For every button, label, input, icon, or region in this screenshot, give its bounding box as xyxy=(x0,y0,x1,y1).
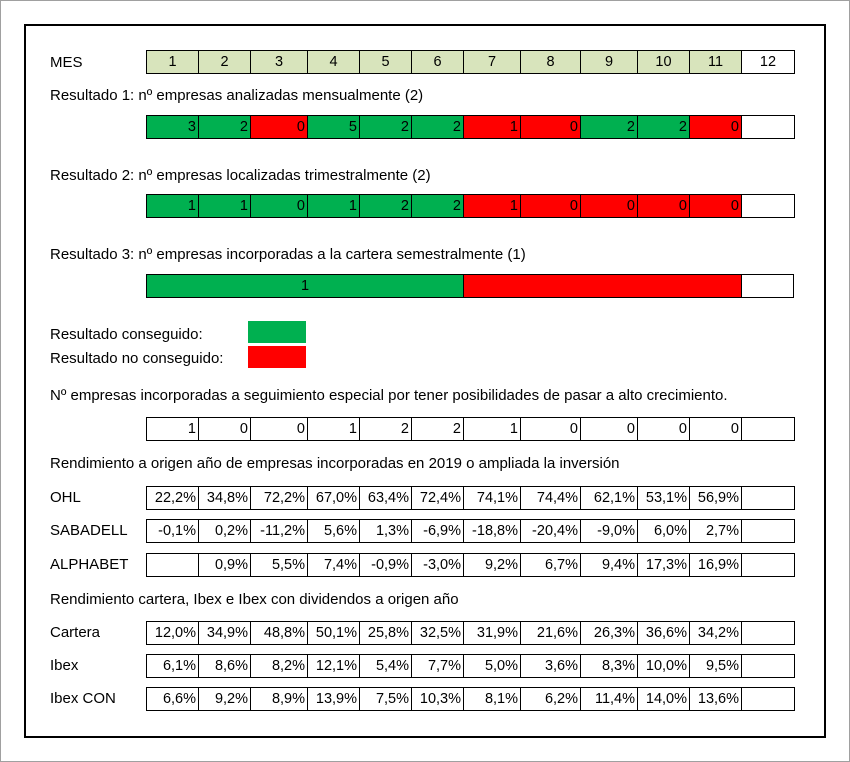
r2-cell: 0 xyxy=(250,194,308,218)
r2-cell: 0 xyxy=(580,194,638,218)
returns-cell: -18,8% xyxy=(463,519,521,543)
special-cell: 2 xyxy=(411,417,464,441)
returns-cell: -0,1% xyxy=(146,519,199,543)
month-header-cell: 6 xyxy=(411,50,464,74)
returns-cell: 67,0% xyxy=(307,486,360,510)
r2-cell: 0 xyxy=(637,194,690,218)
month-header-cell: 10 xyxy=(637,50,690,74)
r3-title: Resultado 3: nº empresas incorporadas a la cartera semestralmente (1) xyxy=(50,246,526,263)
portfolio-cell: 8,3% xyxy=(580,654,638,678)
portfolio-cell: 26,3% xyxy=(580,621,638,645)
portfolio-cell: 7,5% xyxy=(359,687,412,711)
returns-cell: 9,4% xyxy=(580,553,638,577)
r2-cell: 2 xyxy=(411,194,464,218)
portfolio-cell: 21,6% xyxy=(520,621,581,645)
portfolio-cell xyxy=(741,654,795,678)
returns-cell xyxy=(741,519,795,543)
r3-second-half-cell xyxy=(463,274,742,298)
returns-cell: 7,4% xyxy=(307,553,360,577)
special-cell: 0 xyxy=(250,417,308,441)
month-header-cell: 1 xyxy=(146,50,199,74)
r2-cell xyxy=(741,194,795,218)
portfolio-cell: 8,6% xyxy=(198,654,251,678)
r2-title: Resultado 2: nº empresas localizadas trimestralmente (2) xyxy=(50,167,431,184)
portfolio-cell: 8,9% xyxy=(250,687,308,711)
returns-cell: -0,9% xyxy=(359,553,412,577)
month-header-cell: 3 xyxy=(250,50,308,74)
returns-cell: 17,3% xyxy=(637,553,690,577)
returns-cell: 5,5% xyxy=(250,553,308,577)
portfolio-cell: 25,8% xyxy=(359,621,412,645)
r1-title: Resultado 1: nº empresas analizadas mensualmente (2) xyxy=(50,87,424,104)
legend-not-achieved-swatch xyxy=(248,346,306,368)
portfolio-cell: 6,2% xyxy=(520,687,581,711)
portfolio-cell: 10,0% xyxy=(637,654,690,678)
portfolio-cell: 6,6% xyxy=(146,687,199,711)
portfolio-cell: 3,6% xyxy=(520,654,581,678)
returns-cell: -6,9% xyxy=(411,519,464,543)
month-header-cell: 2 xyxy=(198,50,251,74)
returns-cell: 63,4% xyxy=(359,486,412,510)
portfolio-cell: 34,2% xyxy=(689,621,742,645)
portfolio-cell: 36,6% xyxy=(637,621,690,645)
month-header-cell: 11 xyxy=(689,50,742,74)
returns-cell: -11,2% xyxy=(250,519,308,543)
portfolio-cell: 6,1% xyxy=(146,654,199,678)
special-cell: 1 xyxy=(146,417,199,441)
portfolio-cell xyxy=(741,687,795,711)
special-cell: 0 xyxy=(520,417,581,441)
returns-row-label: SABADELL xyxy=(50,522,128,539)
returns-cell: 1,3% xyxy=(359,519,412,543)
returns-cell xyxy=(741,553,795,577)
returns-cell xyxy=(146,553,199,577)
returns-cell: 9,2% xyxy=(463,553,521,577)
portfolio-row-label: Cartera xyxy=(50,624,101,641)
portfolio-cell: 13,6% xyxy=(689,687,742,711)
month-header-cell: 9 xyxy=(580,50,638,74)
r1-cell: 0 xyxy=(520,115,581,139)
r2-cell: 0 xyxy=(689,194,742,218)
r2-cell: 0 xyxy=(520,194,581,218)
returns-cell xyxy=(741,486,795,510)
r3-first-half-cell: 1 xyxy=(146,274,464,298)
portfolio-cell: 31,9% xyxy=(463,621,521,645)
returns-row-label: OHL xyxy=(50,489,81,506)
returns-cell: 34,8% xyxy=(198,486,251,510)
r2-cell: 1 xyxy=(146,194,199,218)
portfolio-cell: 9,5% xyxy=(689,654,742,678)
month-header-cell: 4 xyxy=(307,50,360,74)
special-cell xyxy=(741,417,795,441)
portfolio-title: Rendimiento cartera, Ibex e Ibex con dividendos a origen año xyxy=(50,591,459,608)
returns-cell: 22,2% xyxy=(146,486,199,510)
portfolio-cell: 8,1% xyxy=(463,687,521,711)
portfolio-cell: 7,7% xyxy=(411,654,464,678)
r1-cell xyxy=(741,115,795,139)
r1-cell: 1 xyxy=(463,115,521,139)
portfolio-cell: 10,3% xyxy=(411,687,464,711)
portfolio-cell: 34,9% xyxy=(198,621,251,645)
portfolio-cell: 9,2% xyxy=(198,687,251,711)
returns-cell: 6,0% xyxy=(637,519,690,543)
returns-cell: 0,2% xyxy=(198,519,251,543)
returns-cell: 16,9% xyxy=(689,553,742,577)
returns-cell: 56,9% xyxy=(689,486,742,510)
r1-cell: 5 xyxy=(307,115,360,139)
portfolio-cell: 48,8% xyxy=(250,621,308,645)
portfolio-cell: 8,2% xyxy=(250,654,308,678)
portfolio-cell: 13,9% xyxy=(307,687,360,711)
returns-cell: -3,0% xyxy=(411,553,464,577)
legend-achieved-swatch xyxy=(248,321,306,343)
r2-cell: 2 xyxy=(359,194,412,218)
returns-cell: 74,4% xyxy=(520,486,581,510)
special-cell: 1 xyxy=(307,417,360,441)
portfolio-cell: 12,1% xyxy=(307,654,360,678)
month-header-cell: 5 xyxy=(359,50,412,74)
returns-cell: 2,7% xyxy=(689,519,742,543)
returns-cell: 72,4% xyxy=(411,486,464,510)
r1-cell: 2 xyxy=(637,115,690,139)
portfolio-cell: 14,0% xyxy=(637,687,690,711)
returns-cell: 5,6% xyxy=(307,519,360,543)
special-cell: 0 xyxy=(689,417,742,441)
r2-cell: 1 xyxy=(463,194,521,218)
returns-row-label: ALPHABET xyxy=(50,556,129,573)
portfolio-cell: 5,4% xyxy=(359,654,412,678)
portfolio-cell: 32,5% xyxy=(411,621,464,645)
r1-cell: 2 xyxy=(411,115,464,139)
returns-cell: 0,9% xyxy=(198,553,251,577)
month-header-cell: 12 xyxy=(741,50,795,74)
returns-title: Rendimiento a origen año de empresas incorporadas en 2019 o ampliada la inversión xyxy=(50,455,620,472)
r2-cell: 1 xyxy=(198,194,251,218)
month-header-cell: 8 xyxy=(520,50,581,74)
returns-cell: 62,1% xyxy=(580,486,638,510)
returns-cell: 74,1% xyxy=(463,486,521,510)
returns-cell: -20,4% xyxy=(520,519,581,543)
portfolio-row-label: Ibex xyxy=(50,657,79,674)
portfolio-cell xyxy=(741,621,795,645)
returns-cell: 6,7% xyxy=(520,553,581,577)
r1-cell: 2 xyxy=(359,115,412,139)
r1-cell: 3 xyxy=(146,115,199,139)
special-cell: 0 xyxy=(198,417,251,441)
legend-achieved-label: Resultado conseguido: xyxy=(50,326,203,343)
portfolio-row-label: Ibex CON xyxy=(50,690,116,707)
special-cell: 0 xyxy=(580,417,638,441)
returns-cell: -9,0% xyxy=(580,519,638,543)
month-header-cell: 7 xyxy=(463,50,521,74)
special-cell: 1 xyxy=(463,417,521,441)
r1-cell: 2 xyxy=(580,115,638,139)
portfolio-cell: 50,1% xyxy=(307,621,360,645)
r1-cell: 2 xyxy=(198,115,251,139)
returns-cell: 53,1% xyxy=(637,486,690,510)
returns-cell: 72,2% xyxy=(250,486,308,510)
month-header-label: MES xyxy=(50,54,83,71)
legend-not-achieved-label: Resultado no conseguido: xyxy=(50,350,224,367)
r2-cell: 1 xyxy=(307,194,360,218)
r3-empty-cell xyxy=(741,274,794,298)
portfolio-cell: 12,0% xyxy=(146,621,199,645)
special-cell: 0 xyxy=(637,417,690,441)
r1-cell: 0 xyxy=(689,115,742,139)
r1-cell: 0 xyxy=(250,115,308,139)
special-title: Nº empresas incorporadas a seguimiento especial por tener posibilidades de pasar a alto crecimiento. xyxy=(50,387,728,404)
portfolio-cell: 5,0% xyxy=(463,654,521,678)
portfolio-cell: 11,4% xyxy=(580,687,638,711)
special-cell: 2 xyxy=(359,417,412,441)
